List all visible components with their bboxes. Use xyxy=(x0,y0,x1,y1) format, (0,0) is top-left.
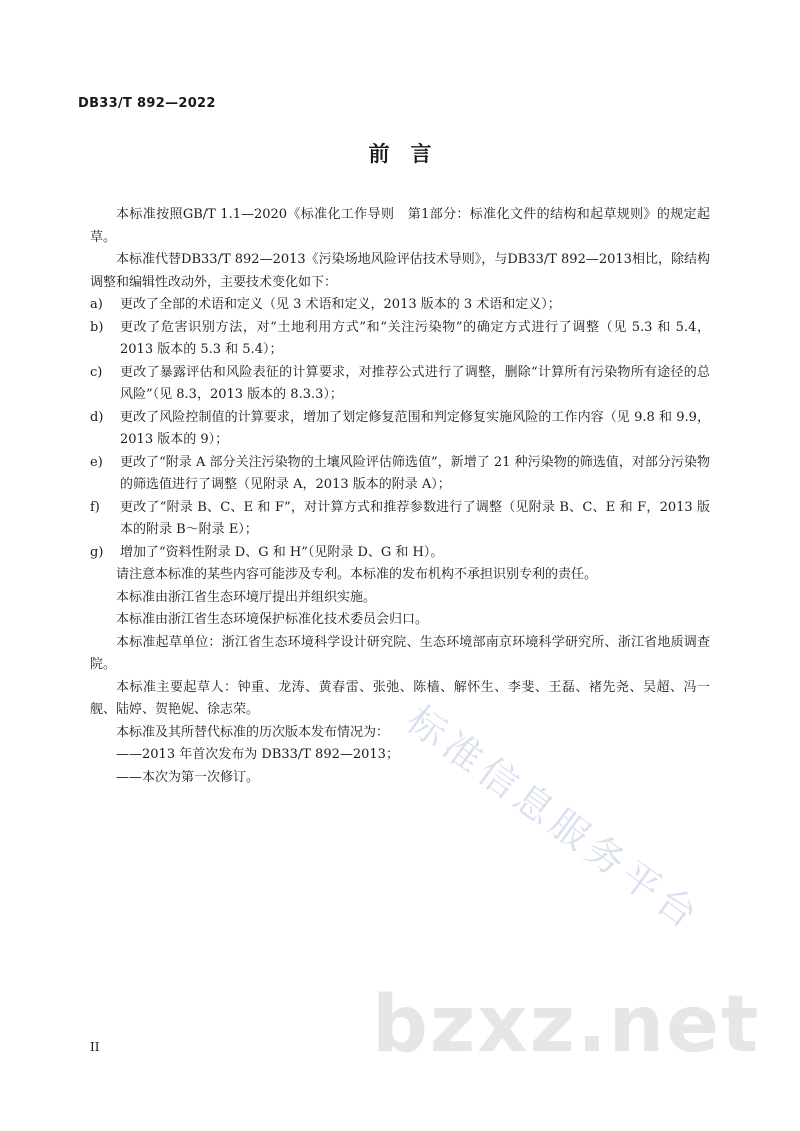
list-text: 更改了风险控制值的计算要求，增加了划定修复范围和判定修复实施风险的工作内容（见 9.8 和 9.9，2013 版本的 9）； xyxy=(120,409,710,447)
list-text: 更改了全部的术语和定义（见 3 术语和定义，2013 版本的 3 术语和定义）； xyxy=(120,297,561,312)
list-item xyxy=(90,407,710,452)
list-text: 更改了“附录 A 部分关注污染物的土壤风险评估筛选值”，新增了 21 种污染物的筛选值，对部分污染物的筛选值进行了调整（见附录 A，2013 版本的附录 A）； xyxy=(120,454,710,492)
list-text: 更改了“附录 B、C、E 和 F”，对计算方式和推荐参数进行了调整（见附录 B、C、E 和 F，2013 版本的附录 B～附录 E）； xyxy=(120,499,710,537)
list-label: g) xyxy=(90,544,104,560)
list-text: 更改了暴露评估和风险表征的计算要求，对推荐公式进行了调整，删除“计算所有污染物所有途径的总风险”（见 8.3，2013 版本的 8.3.3）； xyxy=(120,364,710,402)
list-item xyxy=(90,497,710,542)
list-item xyxy=(90,317,710,362)
list-text: 更改了危害识别方法，对“土地利用方式”和“关注污染物”的确定方式进行了调整（见 5.3 和 5.4，2013 版本的 5.3 和 5.4）； xyxy=(120,319,710,357)
list-label: e) xyxy=(90,454,103,470)
paragraph: 本标准由浙江省生态环境保护标准化技术委员会归口。 xyxy=(116,612,429,627)
paragraph: 本标准代替DB33/T 892—2013《污染场地风险评估技术导则》，与DB33/T 892—2013相比，除结构调整和编辑性改动外，主要技术变化如下： xyxy=(90,252,710,290)
list-label: c) xyxy=(90,364,103,380)
list-label: b) xyxy=(90,319,104,335)
list-item xyxy=(90,452,710,497)
paragraph: 本标准及其所替代标准的历次版本发布情况为： xyxy=(116,724,390,740)
paragraph: 本标准主要起草人：钟重、龙涛、黄春雷、张弛、陈樯、解怀生、李斐、王磊、褚先尧、吴超、冯一舰、陆婷、贺艳妮、徐志荣。 xyxy=(90,679,710,717)
page-number: II xyxy=(90,1040,100,1054)
list-text: 增加了“资料性附录 D、G 和 H”（见附录 D、G 和 H）。 xyxy=(120,544,444,560)
list-label: f) xyxy=(90,499,100,515)
paragraph: 本标准起草单位：浙江省生态环境科学设计研究院、生态环境部南京环境科学研究所、浙江省地质调查院。 xyxy=(90,634,710,672)
list-label: a) xyxy=(90,297,103,312)
list-item xyxy=(90,294,710,317)
foreword-body xyxy=(90,204,710,789)
change-list xyxy=(90,294,710,564)
paragraph: 本标准按照GB/T 1.1—2020《标准化工作导则 第1部分：标准化文件的结构和起草规则》的规定起草。 xyxy=(90,207,710,245)
history-item: ——2013 年首次发布为 DB33/T 892—2013； xyxy=(116,747,399,762)
paragraph: 本标准由浙江省生态环境厅提出并组织实施。 xyxy=(116,589,377,605)
page-title: 前 言 xyxy=(368,142,432,166)
paragraph: 请注意本标准的某些内容可能涉及专利。本标准的发布机构不承担识别专利的责任。 xyxy=(116,567,598,582)
document-code: DB33/T 892—2022 xyxy=(78,96,216,111)
watermark-text: 标准信息服务平台 xyxy=(398,697,710,940)
list-item xyxy=(90,362,710,407)
list-label: d) xyxy=(90,409,104,425)
list-item xyxy=(90,542,710,565)
watermark-site: bzxz.net xyxy=(372,980,761,1070)
history-item: ——本次为第一次修订。 xyxy=(116,769,260,785)
